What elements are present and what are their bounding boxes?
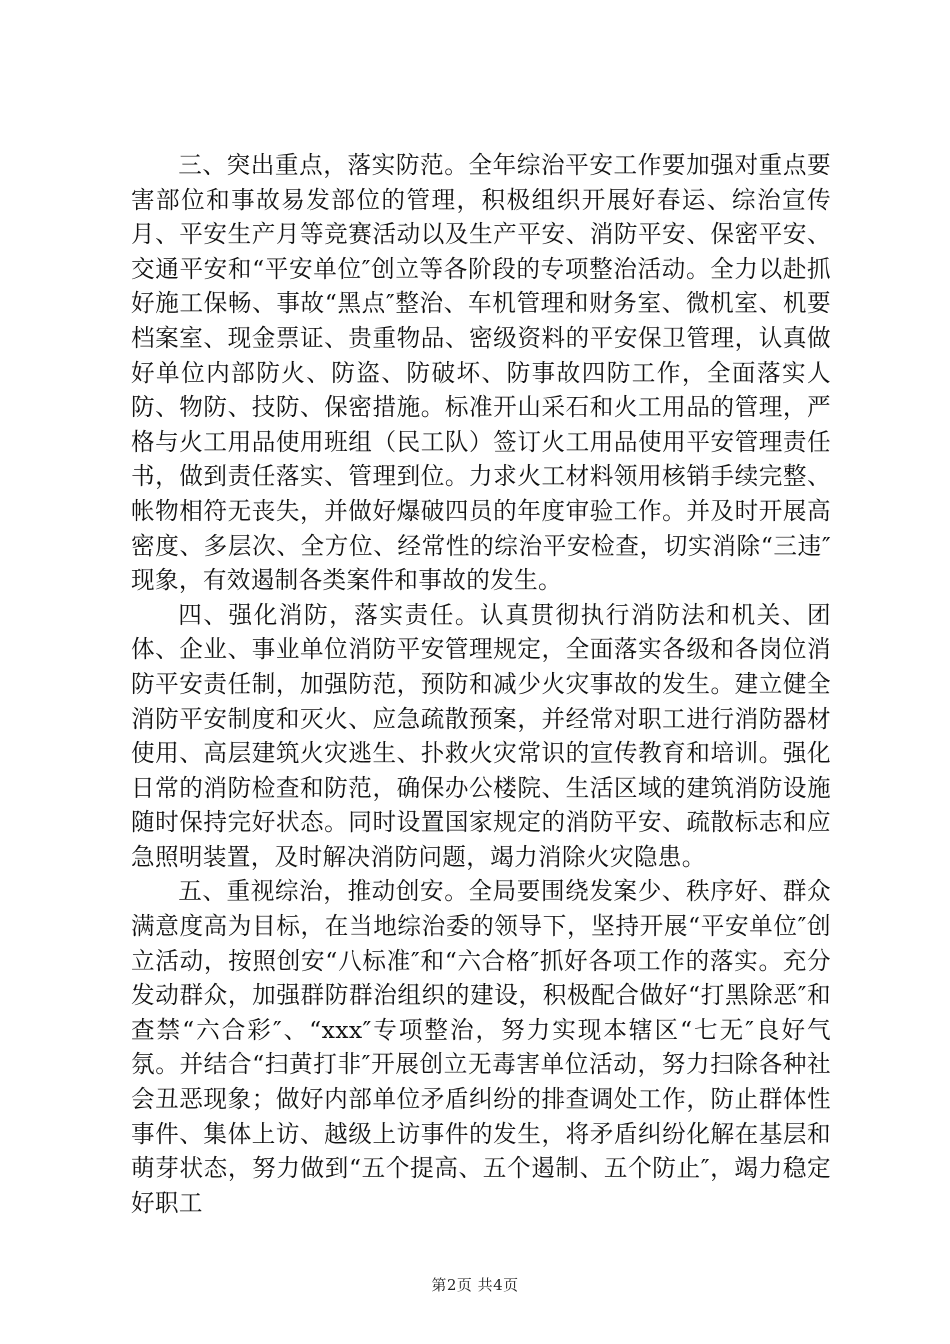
page-number-footer: 第2页 共4页	[431, 1276, 519, 1294]
paragraph-section-4: 四、强化消防，落实责任。认真贯彻执行消防法和机关、团体、企业、事业单位消防平安管理规定，全面落实各级和各岗位消防平安责任制，加强防范，预防和减少火灾事故的发生。建立健全消防平安制度和灭火、应急疏散预案，并经常对职工进行消防器材使用、高层建筑火灾逃生、扑救火灾常识的宣传教育和培训。强化日常的消防检查和防范，确保办公楼院、生活区域的建筑消防设施随时保持完好状态。同时设置国家规定的消防平安、疏散标志和应急照明装置，及时解决消防问题，竭力消除火灾隐患。	[131, 600, 831, 871]
paragraph-section-3: 三、突出重点，落实防范。全年综治平安工作要加强对重点要害部位和事故易发部位的管理，积极组织开展好春运、综治宣传月、平安生产月等竞赛活动以及生产平安、消防平安、保密平安、交通平安和“平安单位″创立等各阶段的专项整治活动。全力以赴抓好施工保畅、事故“黑点″整治、车机管理和财务室、微机室、机要档案室、现金票证、贵重物品、密级资料的平安保卫管理，认真做好单位内部防火、防盗、防破坏、防事故四防工作，全面落实人防、物防、技防、保密措施。标准开山采石和火工用品的管理，严格与火工用品使用班组（民工队）签订火工用品使用平安管理责任书，做到责任落实、管理到位。力求火工材料领用核销手续完整、帐物相符无丧失，并做好爆破四员的年度审验工作。并及时开展高密度、多层次、全方位、经常性的综治平安检查，切实消除“三违″现象，有效遏制各类案件和事故的发生。	[131, 151, 831, 595]
paragraph-section-5: 五、重视综治，推动创安。全局要围绕发案少、秩序好、群众满意度高为目标，在当地综治委的领导下，坚持开展“平安单位″创立活动，按照创安“八标准″和“六合格″抓好各项工作的落实。充分发动群众，加强群防群治组织的建设，积极配合做好“打黑除恶″和查禁“六合彩″、“xxx″专项整治，努力实现本辖区“七无″良好气氛。并结合“扫黄打非″开展创立无毒害单位活动，努力扫除各种社会丑恶现象；做好内部单位矛盾纠纷的排查调处工作，防止群体性事件、集体上访、越级上访事件的发生，将矛盾纠纷化解在基层和萌芽状态，努力做到“五个提高、五个遏制、五个防止″，竭力稳定好职工	[131, 877, 831, 1217]
document-body	[131, 148, 831, 1220]
